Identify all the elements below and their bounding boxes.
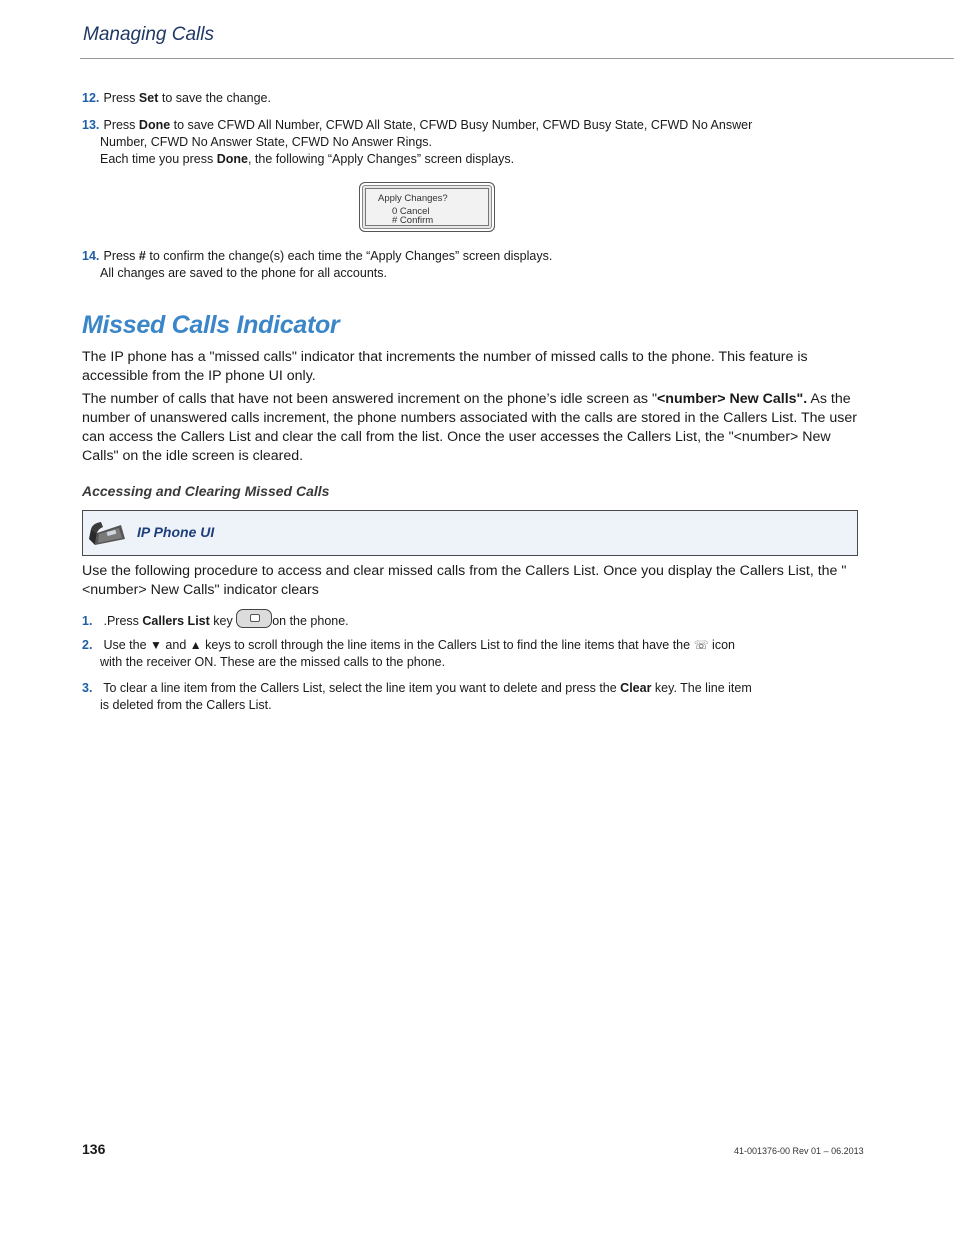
- ip-phone-ui-label: IP Phone UI: [137, 524, 215, 540]
- paragraph-text: The number of calls that have not been answered increment on the phone’s idle screen as ": [82, 391, 657, 407]
- paragraph-emphasis: <number> New Calls".: [657, 391, 808, 407]
- step-text: with the receiver ON. These are the missed calls to the phone.: [100, 655, 446, 669]
- step-text: Press: [103, 249, 139, 263]
- lcd-option-cancel: 0 Cancel: [392, 206, 430, 217]
- callers-list-key-icon: [236, 609, 272, 628]
- step-text: , the following “Apply Changes” screen displays.: [247, 152, 515, 166]
- key-name: Done: [216, 152, 248, 166]
- step-3: [82, 680, 802, 714]
- step-number: 13.: [82, 118, 100, 132]
- step-text: .Press: [103, 614, 143, 628]
- key-name: Set: [138, 91, 159, 105]
- paragraph-text: As the number of unanswered calls increment, the phone numbers associated with the calls are stored in the Callers List. The user can access the Callers List and clear the call from the list. Once the user accesses the Callers List, the "<number> New Calls" on the idle screen is cleared.: [82, 391, 857, 464]
- step-text: key. The line item: [651, 681, 752, 695]
- desk-phone-icon: [87, 519, 127, 547]
- step-number: 12.: [82, 91, 100, 105]
- step-text: All changes are saved to the phone for all accounts.: [100, 266, 387, 280]
- procedure-paragraph: Use the following procedure to access and clear missed calls from the Callers List. Once you display the Callers List, the "<number> New Calls" indicator clears: [82, 563, 847, 598]
- step-text: Press: [103, 118, 139, 132]
- step-text: to save CFWD All Number, CFWD All State, CFWD Busy Number, CFWD Busy State, CFWD No Answer: [170, 118, 753, 132]
- handset-icon: ☏: [693, 638, 709, 652]
- step-text: Press: [103, 91, 139, 105]
- step-2: [82, 637, 802, 671]
- step-number: 2.: [82, 638, 93, 652]
- step-number: 1.: [82, 614, 93, 628]
- document-id: 41-001376-00 Rev 01 – 06.2013: [734, 1146, 864, 1156]
- step-text: Use the: [103, 638, 151, 652]
- step-number: 3.: [82, 681, 93, 695]
- step-text-line3: [82, 151, 802, 168]
- step-14: [82, 248, 552, 282]
- step-text: keys to scroll through the line items in the Callers List to find the line items that have the: [201, 638, 694, 652]
- step-text: on the phone.: [272, 614, 349, 628]
- up-arrow-icon: ▲: [189, 638, 202, 652]
- key-name: #: [138, 249, 146, 263]
- ip-phone-ui-banner: [82, 510, 858, 556]
- lcd-title: Apply Changes?: [378, 193, 448, 204]
- section-title: Missed Calls Indicator: [82, 311, 340, 339]
- step-text: to save the change.: [158, 91, 271, 105]
- step-text: Each time you press: [100, 152, 217, 166]
- key-name: Clear: [620, 681, 652, 695]
- header-divider: [80, 58, 954, 59]
- step-text: to confirm the change(s) each time the “Apply Changes” screen displays.: [145, 249, 553, 263]
- apply-changes-screen: [359, 182, 495, 232]
- running-header: Managing Calls: [83, 24, 214, 45]
- step-12: [82, 90, 271, 107]
- down-arrow-icon: ▼: [150, 638, 162, 652]
- step-text: Number, CFWD No Answer State, CFWD No Answer Rings.: [100, 135, 433, 149]
- step-text: key: [209, 614, 237, 628]
- intro-paragraph: The IP phone has a "missed calls" indicator that increments the number of missed calls to the phone. This feature is accessible from the IP phone UI only.: [82, 349, 808, 384]
- step-text: and: [161, 638, 190, 652]
- step-13: [82, 117, 802, 168]
- subsection-heading: Accessing and Clearing Missed Calls: [82, 483, 330, 499]
- lcd-option-confirm: # Confirm: [392, 215, 434, 226]
- step-text: is deleted from the Callers List.: [100, 698, 272, 712]
- key-name: Callers List: [142, 614, 210, 628]
- step-text: To clear a line item from the Callers List, select the line item you want to delete and press the: [103, 681, 621, 695]
- lcd-display: [365, 188, 489, 226]
- step-1: [82, 609, 349, 630]
- key-name: Done: [138, 118, 171, 132]
- step-number: 14.: [82, 249, 100, 263]
- step-text: icon: [708, 638, 735, 652]
- page-number: 136: [82, 1141, 106, 1157]
- description-paragraph: [82, 390, 857, 466]
